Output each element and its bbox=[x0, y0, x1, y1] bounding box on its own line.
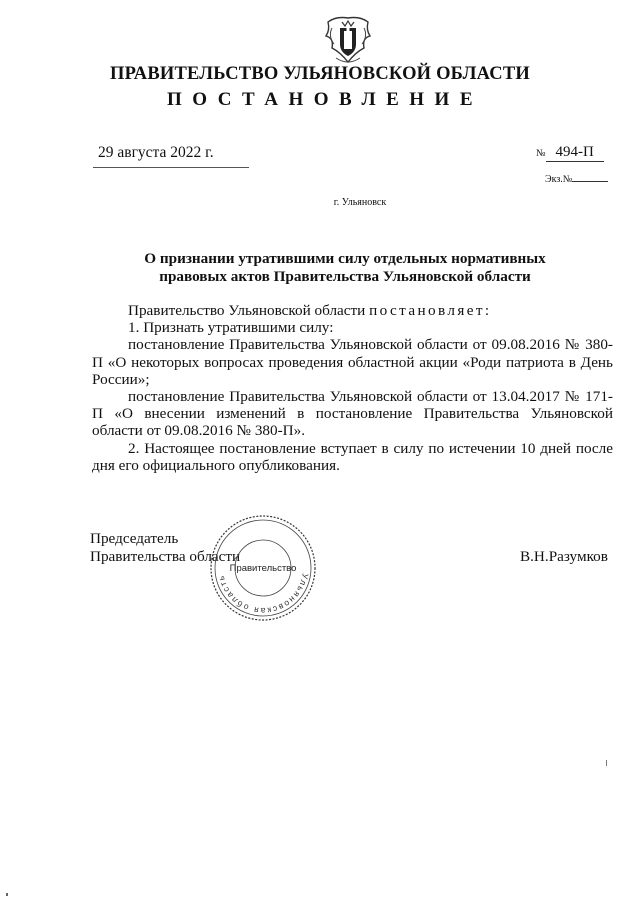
document-number-block bbox=[536, 144, 604, 162]
subject-line: О признании утратившими силу отдельных нормативных bbox=[144, 250, 546, 267]
signatory-name: В.Н.Разумков bbox=[520, 548, 608, 565]
seal-ring-text: Ульяновская область bbox=[215, 572, 311, 617]
document-number: 494-П bbox=[546, 144, 604, 162]
intro-paragraph bbox=[92, 302, 613, 319]
scan-speck bbox=[6, 893, 8, 896]
signatory-title-line: Правительства области bbox=[90, 548, 241, 565]
copy-label: Экз.№ bbox=[545, 174, 573, 185]
intro-lead: Правительство Ульяновской области bbox=[128, 302, 370, 319]
document-date: 29 августа 2022 г. bbox=[98, 144, 214, 161]
item-2: 2. Настоящее постановление вступает в силу по истечении 10 дней после дня его официального опубликования. bbox=[92, 439, 613, 474]
signatory-title-line: Председатель bbox=[90, 530, 179, 547]
scan-speck bbox=[606, 760, 607, 766]
subject-line: правовых актов Правительства Ульяновской области bbox=[159, 268, 531, 285]
official-seal-stamp bbox=[208, 513, 318, 623]
copy-number bbox=[545, 174, 608, 185]
item-1-a: постановление Правительства Ульяновской области от 09.08.2016 № 380-П «О некоторых вопросах проведения областной акции «Роди патриота в День России»; bbox=[92, 336, 613, 388]
copy-number-blank bbox=[572, 181, 608, 182]
intro-verb: постановляет: bbox=[369, 302, 492, 319]
number-sign: № bbox=[536, 148, 546, 159]
seal-center-text: Правительство bbox=[229, 563, 297, 574]
coat-of-arms-emblem bbox=[322, 14, 374, 66]
date-underline bbox=[93, 167, 249, 168]
svg-text:Ульяновская область bbox=[216, 573, 311, 616]
document-body bbox=[92, 302, 613, 474]
document-subject bbox=[110, 250, 580, 286]
item-1-b: постановление Правительства Ульяновской области от 13.04.2017 № 171-П «О внесении изменений в постановление Правительства Ульяновской области от 09.08.2016 № 380-П». bbox=[92, 388, 613, 440]
organization-title: ПРАВИТЕЛЬСТВО УЛЬЯНОВСКОЙ ОБЛАСТИ bbox=[110, 64, 530, 84]
document-type-title: ПОСТАНОВЛЕНИЕ bbox=[166, 89, 484, 110]
city: г. Ульяновск bbox=[333, 197, 387, 208]
item-1-title: 1. Признать утратившими силу: bbox=[128, 319, 334, 337]
